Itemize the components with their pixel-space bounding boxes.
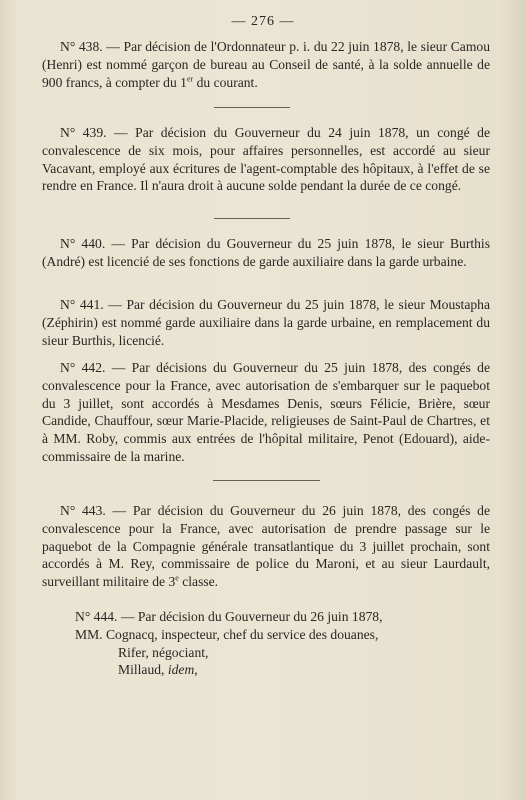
entry-438-superscript: er (186, 74, 194, 84)
entry-444-intro: N° 444. — Par décision du Gouverneur du 26 juin 1878, (75, 609, 383, 624)
page-number: — 276 — (231, 14, 295, 29)
entry-442-text: N° 442. — Par décisions du Gouverneur du 25 juin 1878, des congés de convalescence pour la France, avec autorisation de s'embarquer sur le paquebot du 3 juillet, sont accordés à Mesdames Denis, sœurs Félicie, Brière, sœur Candide, Chauffour, sœur Marie-Placide, religieuses de Saint-Paul de Chartres, et à MM. Roby, commis aux entrées de l'hôpital militaire, Penot (Edouard), aide-commissaire de la marine. (42, 360, 490, 464)
entry-441 (42, 296, 490, 349)
entry-440 (42, 235, 490, 271)
entry-444-line-end: , (194, 662, 198, 678)
entry-442 (42, 359, 490, 466)
entry-443-superscript: e (175, 573, 179, 583)
entry-444-line (42, 661, 490, 679)
entry-440-text: N° 440. — Par décision du Gouverneur du 25 juin 1878, le sieur Burthis (André) est licencié de ses fonctions de garde auxiliaire dans la garde urbaine. (42, 236, 490, 269)
entry-443 (42, 502, 490, 591)
entry-439 (42, 124, 490, 195)
entry-439-text: N° 439. — Par décision du Gouverneur du 24 juin 1878, un congé de convalescence de six mois, pour affaires personnelles, est accordé au sieur Vacavant, employé aux écritures de l'agent-comptable des hôpitaux, à l'effet de se rendre en France. Il n'aura droit à aucune solde pendant la durée de ce congé. (42, 125, 490, 194)
separator-rule (214, 107, 290, 108)
entry-441-text: N° 441. — Par décision du Gouverneur du 25 juin 1878, le sieur Moustapha (Zéphirin) est nommé garde auxiliaire dans la garde urbaine, en remplacement du sieur Burthis, licencié. (42, 297, 490, 348)
entry-444-list (42, 608, 490, 679)
entry-438-text-main: N° 438. — Par décision de l'Ordonnateur p. i. du 22 juin 1878, le sieur Camou (Henri) est nommé garçon de bureau au Conseil de santé, à la solde annuelle de 900 francs, à compter du 1 (42, 39, 490, 90)
entry-444-line-text: Millaud, (118, 662, 168, 678)
entry-443-text-end: classe. (178, 574, 219, 590)
separator-rule (213, 480, 320, 481)
entry-438 (42, 38, 490, 91)
entry-444-line: Rifer, négociant, (118, 644, 209, 660)
entry-443-text-main: N° 443. — Par décision du Gouverneur du 26 juin 1878, des congés de convalescence pour la France, avec autorisation de prendre passage sur le paquebot de la Compagnie générale transatlantique du 3 juillet prochain, sont accordés à M. Rey, commissaire de police du Maroni, et au sieur Laurdault, surveillant militaire de 3 (42, 503, 490, 590)
entry-444 (42, 608, 490, 679)
entry-443-text (42, 502, 490, 591)
entry-444-line: MM. Cognacq, inspecteur, chef du service des douanes, (75, 626, 379, 642)
entry-444-line-italic: idem (167, 662, 195, 678)
entry-438-text-end: du courant. (193, 74, 258, 90)
separator-rule (214, 218, 290, 219)
entry-438-text (42, 38, 490, 91)
